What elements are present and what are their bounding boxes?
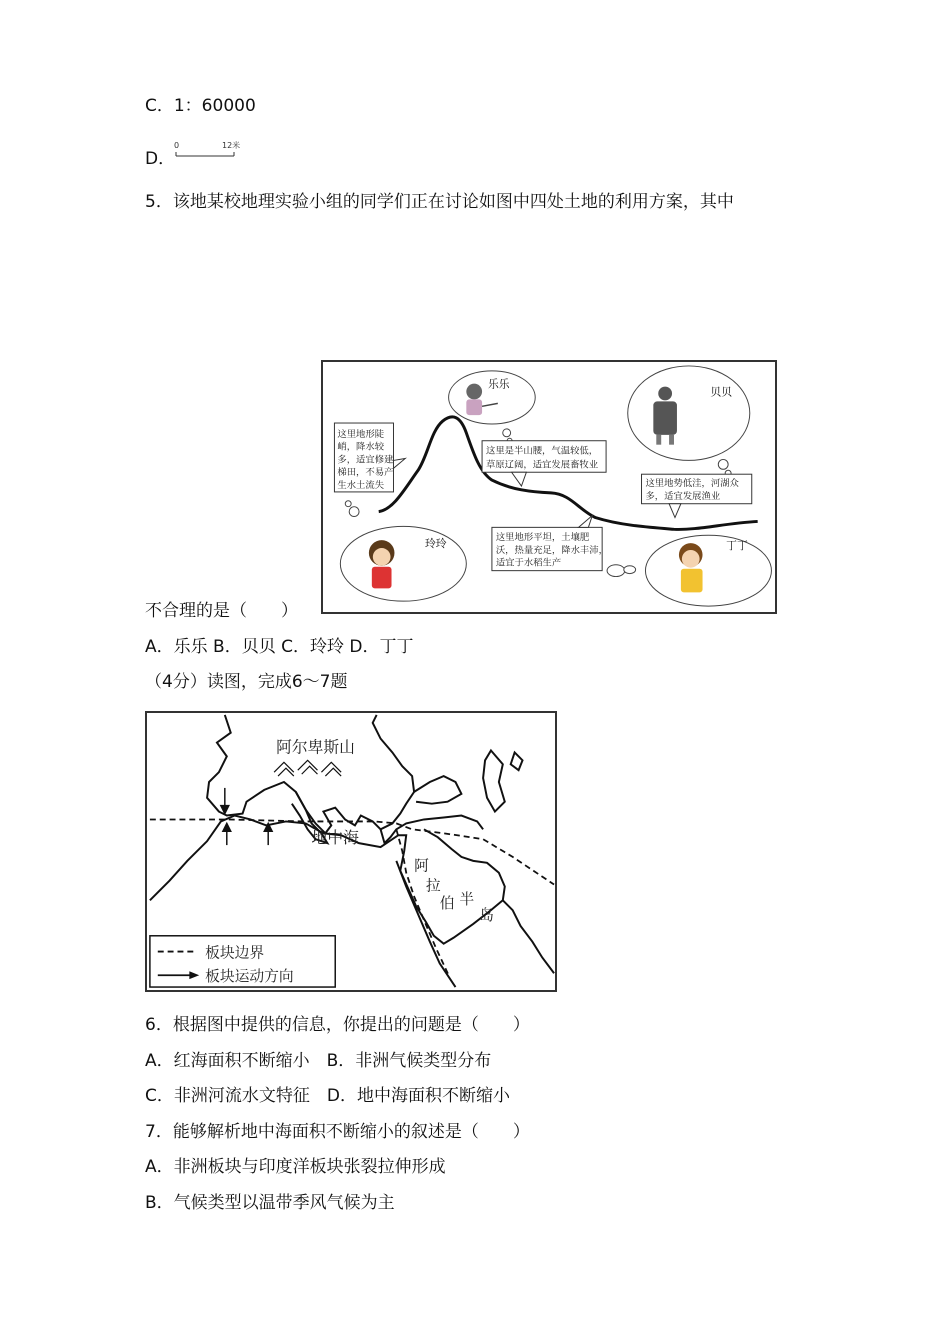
legend-motion: 板块运动方向 — [205, 968, 294, 986]
svg-text:这里地形陡: 这里地形陡 — [337, 428, 385, 440]
lele-name: 乐乐 — [487, 377, 510, 391]
svg-text:梯田，不易产: 梯田，不易产 — [337, 467, 394, 479]
mediterranean-label: 地中海 — [311, 828, 359, 848]
question-6-options-cd: C．非洲河流水文特征 D．地中海面积不断缩小 — [145, 1086, 510, 1106]
question-7-option-b: B．气候类型以温带季风气候为主 — [145, 1193, 395, 1213]
option-d-label: D． — [145, 149, 176, 169]
group-intro: （4分）读图，完成6～7题 — [145, 672, 348, 692]
legend-boundary: 板块边界 — [205, 944, 265, 962]
svg-text:多，适宜发展渔业: 多，适宜发展渔业 — [645, 490, 721, 502]
question-7-option-a: A．非洲板块与印度洋板块张裂拉伸形成 — [145, 1157, 446, 1177]
scale-end: 12米 — [222, 141, 241, 150]
mediterranean-map — [145, 711, 557, 992]
svg-text:草原辽阔，适宜发展畜牧业: 草原辽阔，适宜发展畜牧业 — [486, 459, 599, 471]
lingling-bubble — [340, 501, 466, 601]
arabia-char-3: 伯 — [439, 895, 455, 913]
lingling-note — [492, 516, 608, 571]
question-7-stem: 7．能够解析地中海面积不断缩小的叙述是（ ） — [145, 1122, 530, 1142]
lingling-name: 玲玲 — [424, 537, 447, 551]
svg-text:这里地势低洼，河湖众: 这里地势低洼，河湖众 — [645, 478, 739, 490]
question-6-stem: 6．根据图中提供的信息，你提出的问题是（ ） — [145, 1015, 530, 1035]
terrain-figure — [321, 360, 777, 614]
question-5-options: A．乐乐 B．贝贝 C．玲玲 D．丁丁 — [145, 637, 414, 657]
svg-text:峭，降水较: 峭，降水较 — [337, 441, 385, 453]
svg-text:沃，热量充足，降水丰沛，: 沃，热量充足，降水丰沛， — [495, 544, 608, 556]
map-legend — [150, 936, 335, 987]
beibei-note — [642, 474, 752, 517]
left-note — [334, 423, 405, 492]
arabia-char-5: 岛 — [479, 907, 494, 925]
question-5-stem: 5．该地某校地理实验小组的同学们正在讨论如图中四处土地的利用方案，其中 — [145, 192, 734, 212]
beibei-bubble — [628, 366, 750, 476]
option-d — [145, 147, 175, 171]
dingding-name: 丁丁 — [726, 539, 748, 553]
alps-label: 阿尔卑斯山 — [276, 737, 355, 757]
arabia-char-2: 拉 — [425, 877, 441, 895]
option-c: C．1：60000 — [145, 96, 256, 116]
question-5-tail: 不合理的是（ ） — [145, 601, 298, 621]
scale-bar — [172, 138, 246, 162]
question-6-options-ab: A．红海面积不断缩小 B．非洲气候类型分布 — [145, 1051, 492, 1071]
beibei-name: 贝贝 — [710, 385, 733, 399]
arabia-char-4: 半 — [459, 891, 475, 909]
svg-text:生水土流失: 生水土流失 — [337, 479, 385, 491]
svg-text:这里是半山腰，气温较低，: 这里是半山腰，气温较低， — [486, 445, 599, 457]
arabia-char-1: 阿 — [414, 857, 429, 875]
svg-text:适宜于水稻生产: 适宜于水稻生产 — [495, 557, 562, 569]
svg-text:多，适宜修建: 多，适宜修建 — [337, 454, 394, 466]
lele-bubble — [449, 371, 536, 443]
scale-zero: 0 — [174, 141, 180, 150]
svg-text:这里地形平坦，土壤肥: 这里地形平坦，土壤肥 — [495, 532, 590, 544]
dingding-bubble — [607, 535, 771, 606]
lele-note — [482, 441, 606, 486]
